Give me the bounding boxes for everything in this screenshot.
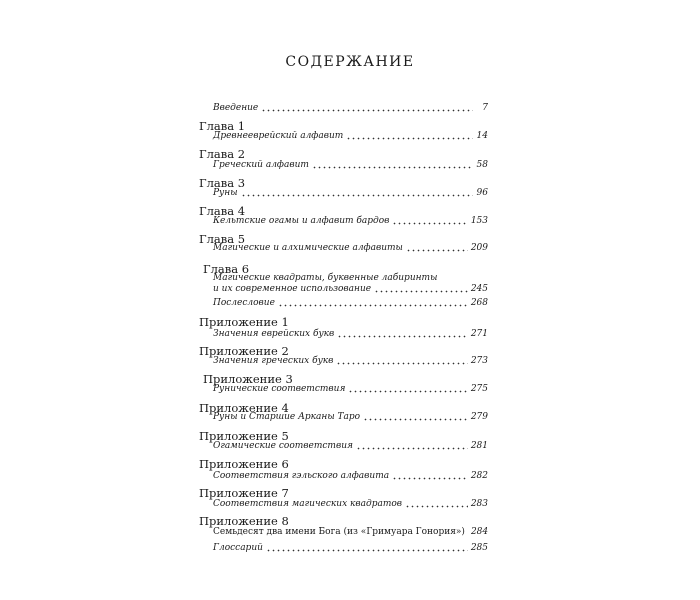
entry-title: Семьдесят два имени Бога (из «Гримуара Гонория»): [213, 527, 465, 537]
entry-title: Введение: [213, 103, 259, 113]
toc-entry-intro[interactable]: [213, 101, 488, 114]
appendix-heading: Приложение 1: [199, 315, 289, 329]
toc-entry-afterword[interactable]: [213, 296, 488, 309]
entry-title: Руны: [213, 188, 238, 198]
appendix-heading: Приложение 8: [199, 514, 289, 528]
dot-leader: [266, 549, 468, 552]
appendix-heading: Приложение 7: [199, 486, 289, 500]
entry-page: 268: [470, 298, 488, 308]
appendix-heading: Приложение 2: [199, 344, 289, 358]
dot-leader: [336, 362, 467, 365]
entry-page: 153: [470, 216, 488, 226]
entry-title: Греческий алфавит: [213, 160, 309, 170]
dot-leader: [312, 166, 473, 169]
toc-entry-appendix-7[interactable]: [213, 497, 488, 510]
entry-title: Соответствия магических квадратов: [213, 499, 403, 509]
entry-page: 58: [476, 160, 488, 170]
toc-entry-appendix-1[interactable]: [213, 327, 488, 340]
toc-entry-appendix-5[interactable]: [213, 439, 488, 452]
entry-title: Значения греческих букв: [213, 356, 334, 366]
toc-entry-chapter-4[interactable]: [213, 214, 488, 227]
entry-page: 282: [470, 471, 488, 481]
dot-leader: [261, 109, 473, 112]
dot-leader: [356, 447, 468, 450]
entry-title: Послесловие: [213, 298, 275, 308]
page-title: СОДЕРЖАНИЕ: [285, 54, 415, 70]
toc-entry-chapter-3[interactable]: [213, 186, 488, 199]
entry-page: 279: [470, 412, 488, 422]
entry-title: Глоссарий: [213, 543, 263, 553]
entry-title: Древнееврейский алфавит: [213, 131, 344, 141]
dot-leader: [363, 418, 468, 421]
toc-entry-appendix-4[interactable]: [213, 410, 488, 423]
entry-title-line-2: и их современное использование: [213, 284, 372, 294]
toc-entry-chapter-5[interactable]: [213, 241, 488, 254]
entry-page: 281: [470, 441, 488, 451]
entry-page: 7: [482, 103, 488, 113]
entry-title: Кельтские огамы и алфавит бардов: [213, 216, 390, 226]
entry-title: Огамические соответствия: [213, 441, 353, 451]
appendix-heading: Приложение 6: [199, 457, 289, 471]
entry-title: Значения еврейских букв: [213, 329, 335, 339]
dot-leader: [346, 137, 473, 140]
chapter-heading: Глава 1: [199, 119, 246, 133]
toc-entry-appendix-8[interactable]: [213, 525, 488, 538]
dot-leader: [392, 477, 468, 480]
entry-page: 284: [470, 527, 489, 537]
dot-leader: [374, 290, 468, 293]
toc-entry-chapter-6[interactable]: [213, 282, 488, 295]
appendix-heading: Приложение 4: [199, 401, 289, 415]
entry-page: 209: [470, 243, 488, 253]
toc-entry-appendix-3[interactable]: [213, 382, 488, 395]
dot-leader: [406, 249, 468, 252]
entry-page: 283: [470, 499, 488, 509]
entry-title-line-1: Магические квадраты, буквенные лабиринты: [213, 273, 438, 283]
toc-entry-chapter-1[interactable]: [213, 129, 488, 142]
appendix-heading: Приложение 3: [203, 372, 293, 386]
entry-page: 96: [476, 188, 488, 198]
dot-leader: [348, 390, 467, 393]
chapter-heading: Глава 4: [199, 204, 246, 218]
dot-leader: [278, 304, 468, 307]
entry-page: 271: [470, 329, 488, 339]
entry-page: 14: [476, 131, 488, 141]
dot-leader: [392, 222, 467, 225]
entry-page: 285: [470, 543, 488, 553]
dot-leader: [337, 335, 468, 338]
entry-title: Соответствия гэльского алфавита: [213, 471, 390, 481]
chapter-heading: Глава 5: [199, 232, 246, 246]
chapter-heading: Глава 2: [199, 147, 246, 161]
entry-page: 275: [470, 384, 488, 394]
appendix-heading: Приложение 5: [199, 429, 289, 443]
toc-entry-glossary[interactable]: [213, 541, 488, 554]
entry-title: Магические и алхимические алфавиты: [213, 243, 403, 253]
entry-page: 245: [470, 284, 488, 294]
chapter-heading: Глава 3: [199, 176, 246, 190]
entry-title: Рунические соответствия: [213, 384, 346, 394]
toc-entry-chapter-2[interactable]: [213, 158, 488, 171]
dot-leader: [241, 194, 473, 197]
toc-entry-appendix-2[interactable]: [213, 354, 488, 367]
entry-title: Руны и Старшие Арканы Таро: [213, 412, 361, 422]
chapter-heading: Глава 6: [203, 262, 250, 276]
dot-leader: [405, 505, 468, 508]
toc-entry-appendix-6[interactable]: [213, 469, 488, 482]
entry-page: 273: [470, 356, 488, 366]
